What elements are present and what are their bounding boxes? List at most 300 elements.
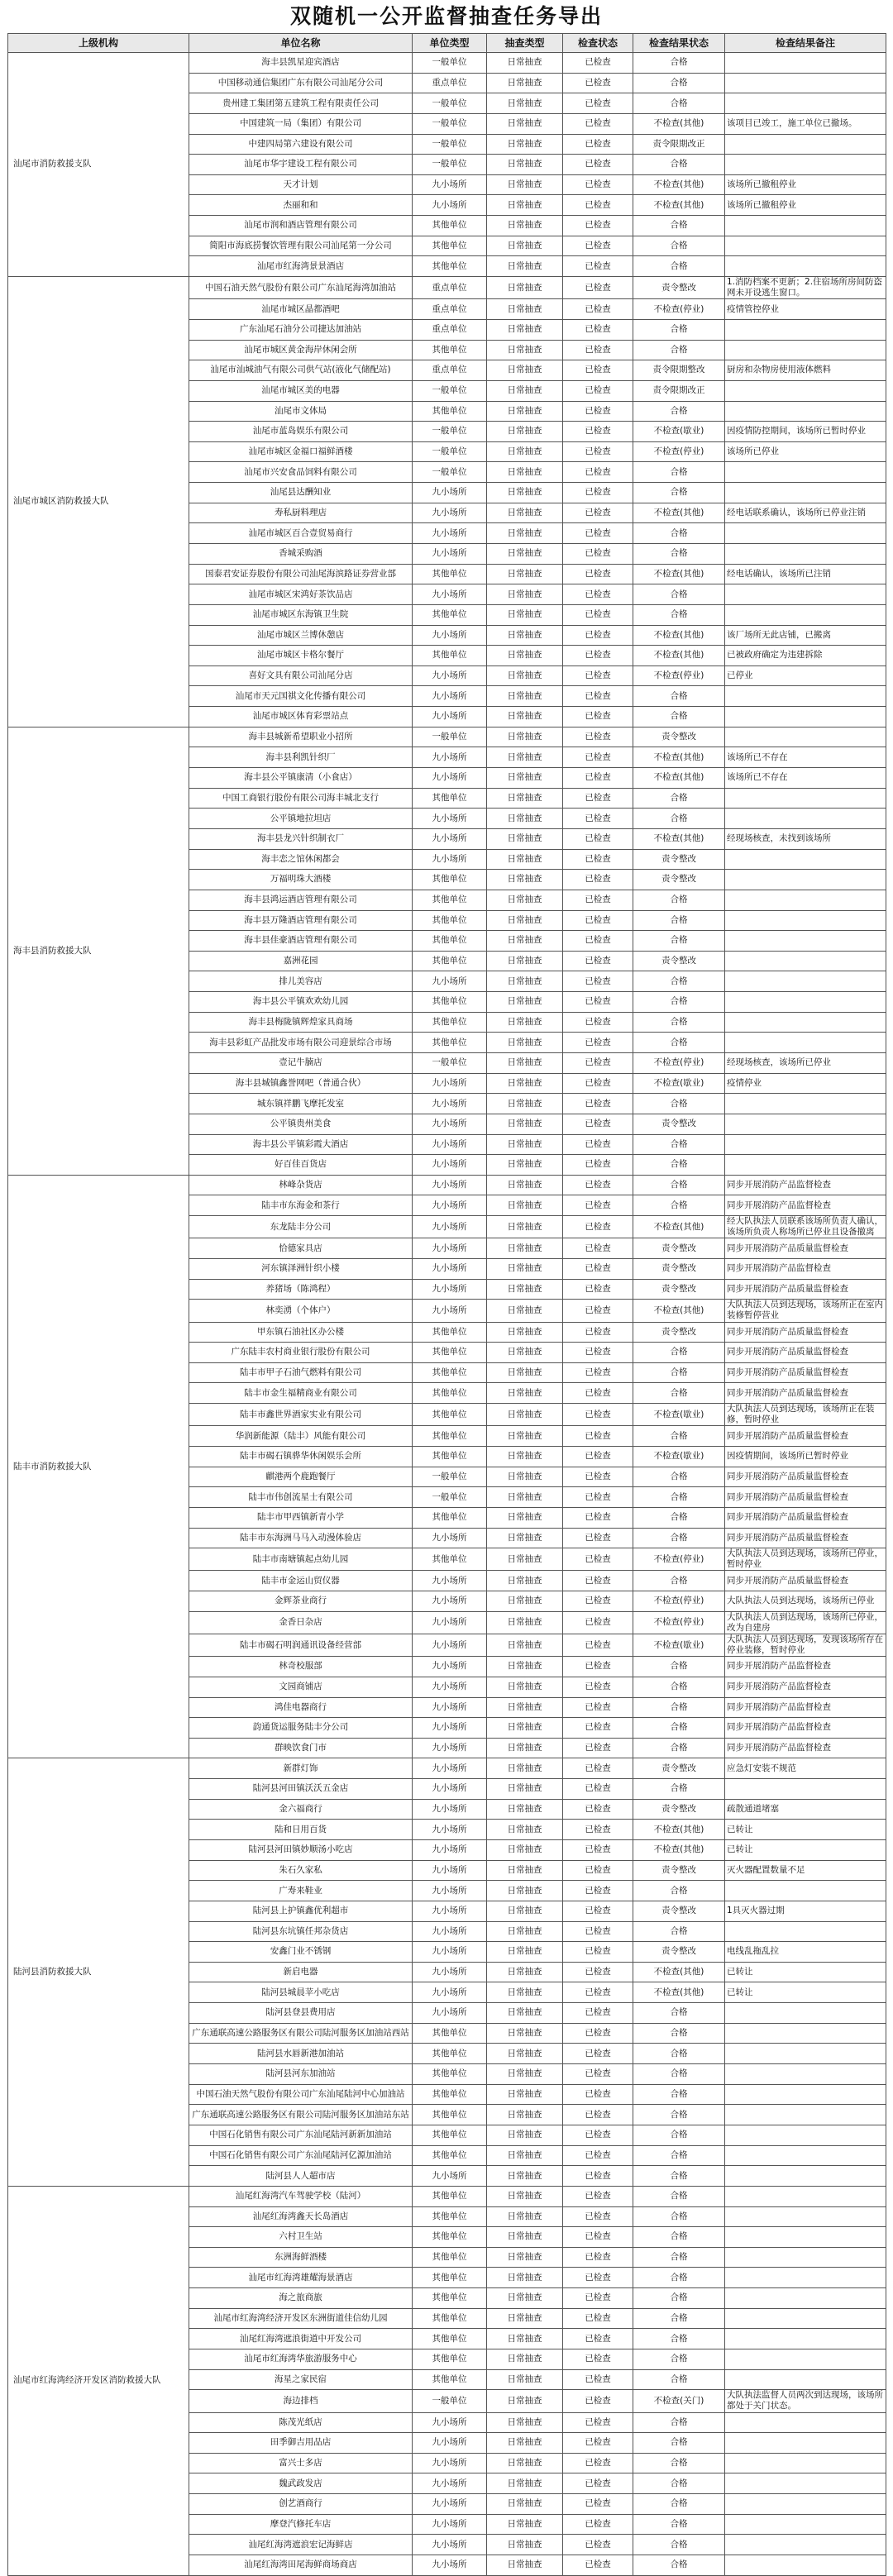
cell-unit-name: 海之旅商旅 bbox=[189, 2288, 413, 2309]
cell-unit-name: 简阳市海底捞餐饮管理有限公司汕尾第一分公司 bbox=[189, 236, 413, 256]
cell-check-status: 已检查 bbox=[563, 1216, 633, 1238]
cell-check-status: 已检查 bbox=[563, 299, 633, 320]
cell-unit-name: 汕尾市红海湾景景酒店 bbox=[189, 256, 413, 277]
cell-result-note: 同步开展消防产品监督检查 bbox=[725, 1718, 886, 1739]
cell-unit-type: 其他单位 bbox=[413, 788, 487, 809]
cell-check-status: 已检查 bbox=[563, 2206, 633, 2227]
cell-check-status: 已检查 bbox=[563, 625, 633, 646]
cell-unit-name: 海丰县城镇鑫誉网吧（普通合伙） bbox=[189, 1073, 413, 1094]
cell-org: 陆河县消防救援大队 bbox=[8, 1758, 189, 2186]
cell-check-type: 日常抽查 bbox=[487, 1300, 563, 1322]
col-header-org: 上级机构 bbox=[8, 34, 189, 53]
cell-unit-name: 中国石油天然气股份有限公司广东汕尾陆河中心加油站 bbox=[189, 2084, 413, 2105]
cell-result-status: 不检查(其他) bbox=[633, 646, 725, 666]
cell-check-type: 日常抽查 bbox=[487, 1962, 563, 1982]
cell-result-status: 合格 bbox=[633, 73, 725, 93]
cell-result-note bbox=[725, 155, 886, 175]
cell-unit-name: 新群灯饰 bbox=[189, 1758, 413, 1779]
cell-unit-name: 文园商铺店 bbox=[189, 1677, 413, 1697]
cell-unit-type: 九小场所 bbox=[413, 1942, 487, 1963]
cell-check-type: 日常抽查 bbox=[487, 1195, 563, 1216]
cell-unit-name: 汕尾市城区百合壹贸易商行 bbox=[189, 523, 413, 544]
cell-result-note bbox=[725, 890, 886, 910]
cell-check-type: 日常抽查 bbox=[487, 1426, 563, 1447]
cell-check-type: 日常抽查 bbox=[487, 828, 563, 849]
cell-unit-type: 其他单位 bbox=[413, 1548, 487, 1571]
cell-org: 汕尾市消防救援支队 bbox=[8, 53, 189, 277]
cell-unit-type: 九小场所 bbox=[413, 1634, 487, 1656]
cell-result-note: 疏散通道堵塞 bbox=[725, 1799, 886, 1820]
cell-check-type: 日常抽查 bbox=[487, 360, 563, 381]
cell-unit-type: 九小场所 bbox=[413, 1840, 487, 1861]
cell-check-status: 已检查 bbox=[563, 727, 633, 747]
cell-result-note bbox=[725, 809, 886, 829]
cell-check-type: 日常抽查 bbox=[487, 2412, 563, 2433]
cell-result-status: 合格 bbox=[633, 2064, 725, 2085]
cell-check-type: 日常抽查 bbox=[487, 1507, 563, 1528]
cell-result-note bbox=[725, 2494, 886, 2515]
cell-unit-name: 摩登汽修托车店 bbox=[189, 2514, 413, 2535]
cell-unit-type: 其他单位 bbox=[413, 2064, 487, 2085]
cell-unit-name: 陆河县河东加油站 bbox=[189, 2064, 413, 2085]
cell-unit-type: 九小场所 bbox=[413, 1779, 487, 1800]
cell-unit-type: 九小场所 bbox=[413, 1528, 487, 1548]
cell-unit-type: 九小场所 bbox=[413, 1300, 487, 1322]
cell-check-type: 日常抽查 bbox=[487, 1881, 563, 1901]
cell-unit-name: 陆河县水唇新港加油站 bbox=[189, 2044, 413, 2064]
cell-unit-type: 其他单位 bbox=[413, 2206, 487, 2227]
cell-result-status: 不检查(停业) bbox=[633, 665, 725, 686]
cell-check-type: 日常抽查 bbox=[487, 707, 563, 727]
cell-unit-name: 陆丰市伟创流星士有限公司 bbox=[189, 1487, 413, 1508]
cell-check-type: 日常抽查 bbox=[487, 584, 563, 605]
cell-result-status: 不检查(其他) bbox=[633, 503, 725, 523]
cell-check-status: 已检查 bbox=[563, 1426, 633, 1447]
cell-check-status: 已检查 bbox=[563, 2412, 633, 2433]
cell-unit-type: 九小场所 bbox=[413, 1921, 487, 1942]
cell-result-note: 经大队执法人员联系该场所负责人确认，该场所负责人称场所已停业且设备撤离 bbox=[725, 1216, 886, 1238]
cell-result-status: 责令限期改正 bbox=[633, 380, 725, 401]
cell-unit-type: 九小场所 bbox=[413, 1094, 487, 1114]
cell-check-type: 日常抽查 bbox=[487, 1982, 563, 2003]
cell-result-status: 不检查(其他) bbox=[633, 195, 725, 216]
cell-check-type: 日常抽查 bbox=[487, 319, 563, 340]
cell-result-note bbox=[725, 2105, 886, 2125]
cell-unit-type: 九小场所 bbox=[413, 665, 487, 686]
cell-check-status: 已检查 bbox=[563, 380, 633, 401]
table-row bbox=[8, 1175, 886, 1195]
cell-check-type: 日常抽查 bbox=[487, 2084, 563, 2105]
cell-check-status: 已检查 bbox=[563, 2145, 633, 2166]
cell-result-status: 合格 bbox=[633, 216, 725, 236]
cell-result-note: 经现场核查，未找到该场所 bbox=[725, 828, 886, 849]
cell-check-type: 日常抽查 bbox=[487, 2206, 563, 2227]
cell-check-status: 已检查 bbox=[563, 2064, 633, 2085]
cell-unit-name: 恰德家具店 bbox=[189, 1238, 413, 1259]
cell-check-status: 已检查 bbox=[563, 768, 633, 789]
cell-unit-name: 喜好文具有限公司汕尾分店 bbox=[189, 665, 413, 686]
cell-check-status: 已检查 bbox=[563, 1779, 633, 1800]
cell-check-type: 日常抽查 bbox=[487, 1657, 563, 1677]
cell-check-type: 日常抽查 bbox=[487, 483, 563, 503]
cell-result-status: 合格 bbox=[633, 1507, 725, 1528]
cell-unit-type: 九小场所 bbox=[413, 2003, 487, 2024]
cell-result-status: 合格 bbox=[633, 401, 725, 422]
cell-result-note bbox=[725, 2268, 886, 2288]
cell-check-status: 已检查 bbox=[563, 277, 633, 299]
cell-check-status: 已检查 bbox=[563, 483, 633, 503]
cell-result-note: 电线乱拖乱拉 bbox=[725, 1942, 886, 1963]
cell-result-note bbox=[725, 483, 886, 503]
cell-check-type: 日常抽查 bbox=[487, 2349, 563, 2370]
cell-unit-name: 海丰县公平镇欢欢幼儿园 bbox=[189, 992, 413, 1013]
cell-check-type: 日常抽查 bbox=[487, 2433, 563, 2454]
cell-unit-type: 九小场所 bbox=[413, 1073, 487, 1094]
cell-unit-type: 重点单位 bbox=[413, 277, 487, 299]
cell-check-status: 已检查 bbox=[563, 1155, 633, 1176]
cell-unit-type: 其他单位 bbox=[413, 1507, 487, 1528]
cell-check-status: 已检查 bbox=[563, 1921, 633, 1942]
cell-unit-type: 九小场所 bbox=[413, 2473, 487, 2494]
cell-unit-type: 其他单位 bbox=[413, 2268, 487, 2288]
cell-result-status: 不检查(歇业) bbox=[633, 1073, 725, 1094]
cell-check-status: 已检查 bbox=[563, 93, 633, 114]
cell-result-status: 责令整改 bbox=[633, 1238, 725, 1259]
cell-result-note: 同步开展消防产品监督检查 bbox=[725, 1738, 886, 1758]
cell-check-status: 已检查 bbox=[563, 2514, 633, 2535]
cell-result-status: 不检查(其他) bbox=[633, 113, 725, 134]
cell-check-type: 日常抽查 bbox=[487, 216, 563, 236]
cell-result-note bbox=[725, 236, 886, 256]
cell-result-status: 合格 bbox=[633, 319, 725, 340]
cell-unit-type: 其他单位 bbox=[413, 2044, 487, 2064]
cell-check-status: 已检查 bbox=[563, 360, 633, 381]
cell-check-type: 日常抽查 bbox=[487, 971, 563, 992]
cell-check-type: 日常抽查 bbox=[487, 1238, 563, 1259]
cell-check-type: 日常抽查 bbox=[487, 1175, 563, 1195]
cell-result-status: 合格 bbox=[633, 1383, 725, 1404]
cell-check-type: 日常抽查 bbox=[487, 747, 563, 768]
cell-result-status: 合格 bbox=[633, 2308, 725, 2329]
cell-check-type: 日常抽查 bbox=[487, 1216, 563, 1238]
cell-check-status: 已检查 bbox=[563, 665, 633, 686]
cell-result-status: 合格 bbox=[633, 1012, 725, 1033]
cell-result-status: 合格 bbox=[633, 2349, 725, 2370]
col-header-result-status: 检查结果状态 bbox=[633, 34, 725, 53]
cell-result-note: 该场所已不存在 bbox=[725, 768, 886, 789]
cell-check-type: 日常抽查 bbox=[487, 564, 563, 584]
cell-result-note bbox=[725, 1779, 886, 1800]
cell-check-status: 已检查 bbox=[563, 951, 633, 971]
cell-unit-name: 国泰君安证券股份有限公司汕尾海滨路证券营业部 bbox=[189, 564, 413, 584]
cell-unit-type: 九小场所 bbox=[413, 2453, 487, 2473]
cell-unit-name: 广东通联高速公路服务区有限公司陆河服务区加油站东站 bbox=[189, 2105, 413, 2125]
cell-result-note: 因疫情防控期间，该场所已暂时停业 bbox=[725, 422, 886, 442]
cell-result-note bbox=[725, 971, 886, 992]
cell-check-status: 已检查 bbox=[563, 2084, 633, 2105]
cell-result-status: 合格 bbox=[633, 1155, 725, 1176]
cell-result-note bbox=[725, 2453, 886, 2473]
cell-check-type: 日常抽查 bbox=[487, 768, 563, 789]
cell-result-note: 大队执法人员到达现场，发现该场所存在停业装修，暂时停业 bbox=[725, 1634, 886, 1656]
cell-unit-name: 公平镇地拉坦店 bbox=[189, 809, 413, 829]
page-title: 双随机一公开监督抽查任务导出 bbox=[289, 4, 603, 28]
table-row bbox=[8, 2186, 886, 2206]
cell-check-status: 已检查 bbox=[563, 1738, 633, 1758]
cell-check-status: 已检查 bbox=[563, 809, 633, 829]
cell-check-type: 日常抽查 bbox=[487, 870, 563, 890]
cell-result-note bbox=[725, 2288, 886, 2309]
cell-unit-name: 海丰县梅陇镇辉煌家具商场 bbox=[189, 1012, 413, 1033]
cell-unit-type: 其他单位 bbox=[413, 910, 487, 931]
cell-unit-name: 魏武政发店 bbox=[189, 2473, 413, 2494]
cell-unit-name: 陆河县人人超市店 bbox=[189, 2166, 413, 2187]
cell-check-type: 日常抽查 bbox=[487, 1591, 563, 1612]
cell-result-status: 合格 bbox=[633, 2084, 725, 2105]
cell-result-status: 不检查(其他) bbox=[633, 1216, 725, 1238]
cell-unit-name: 海星之家民宿 bbox=[189, 2369, 413, 2390]
cell-result-status: 合格 bbox=[633, 2473, 725, 2494]
cell-unit-type: 九小场所 bbox=[413, 2555, 487, 2576]
cell-result-status: 合格 bbox=[633, 53, 725, 74]
cell-unit-name: 陆丰市金运山贸仪器 bbox=[189, 1571, 413, 1591]
cell-check-type: 日常抽查 bbox=[487, 256, 563, 277]
cell-unit-type: 其他单位 bbox=[413, 1362, 487, 1383]
cell-check-type: 日常抽查 bbox=[487, 1697, 563, 1718]
cell-check-type: 日常抽查 bbox=[487, 2125, 563, 2145]
cell-check-type: 日常抽查 bbox=[487, 809, 563, 829]
cell-unit-type: 一般单位 bbox=[413, 441, 487, 462]
cell-check-type: 日常抽查 bbox=[487, 1571, 563, 1591]
cell-result-note: 该场所已停业 bbox=[725, 441, 886, 462]
cell-unit-name: 海丰县彩虹产品批发市场有限公司迎景综合市场 bbox=[189, 1033, 413, 1053]
cell-result-note bbox=[725, 1921, 886, 1942]
cell-unit-name: 富兴士多店 bbox=[189, 2453, 413, 2473]
cell-unit-type: 其他单位 bbox=[413, 951, 487, 971]
col-header-check-type: 抽查类型 bbox=[487, 34, 563, 53]
cell-result-status: 不检查(其他) bbox=[633, 747, 725, 768]
cell-unit-name: 陆河县东坑镇任邦杂货店 bbox=[189, 1921, 413, 1942]
cell-result-status: 责令整改 bbox=[633, 1758, 725, 1779]
cell-check-status: 已检查 bbox=[563, 523, 633, 544]
cell-unit-name: 汕尾市城区东海镇卫生院 bbox=[189, 604, 413, 625]
cell-check-type: 日常抽查 bbox=[487, 727, 563, 747]
cell-result-note bbox=[725, 2003, 886, 2024]
cell-result-note: 厨房和杂物房使用液体燃料 bbox=[725, 360, 886, 381]
cell-unit-name: 汕尾市城区黄金海岸休闲会所 bbox=[189, 340, 413, 360]
cell-result-note bbox=[725, 2084, 886, 2105]
cell-unit-type: 一般单位 bbox=[413, 727, 487, 747]
cell-result-note: 疫情停业 bbox=[725, 1073, 886, 1094]
cell-result-status: 合格 bbox=[633, 543, 725, 564]
cell-result-note bbox=[725, 727, 886, 747]
cell-unit-type: 九小场所 bbox=[413, 747, 487, 768]
cell-unit-name: 海丰县利凯针织厂 bbox=[189, 747, 413, 768]
cell-check-type: 日常抽查 bbox=[487, 1094, 563, 1114]
cell-unit-type: 九小场所 bbox=[413, 1799, 487, 1820]
cell-check-status: 已检查 bbox=[563, 422, 633, 442]
cell-result-note: 同步开展消防产品质量监督检查 bbox=[725, 1571, 886, 1591]
cell-unit-type: 九小场所 bbox=[413, 1591, 487, 1612]
cell-check-type: 日常抽查 bbox=[487, 462, 563, 483]
cell-result-status: 合格 bbox=[633, 2227, 725, 2248]
cell-result-status: 合格 bbox=[633, 2433, 725, 2454]
cell-check-status: 已检查 bbox=[563, 890, 633, 910]
cell-check-status: 已检查 bbox=[563, 910, 633, 931]
cell-unit-name: 汕尾市文体局 bbox=[189, 401, 413, 422]
cell-check-type: 日常抽查 bbox=[487, 1487, 563, 1508]
cell-result-note bbox=[725, 2349, 886, 2370]
cell-check-type: 日常抽查 bbox=[487, 523, 563, 544]
cell-unit-type: 九小场所 bbox=[413, 1279, 487, 1300]
cell-unit-type: 九小场所 bbox=[413, 828, 487, 849]
cell-check-type: 日常抽查 bbox=[487, 401, 563, 422]
cell-unit-type: 其他单位 bbox=[413, 256, 487, 277]
cell-unit-name: 陆丰市东海金和茶行 bbox=[189, 1195, 413, 1216]
cell-result-status: 合格 bbox=[633, 2023, 725, 2044]
cell-check-type: 日常抽查 bbox=[487, 1073, 563, 1094]
cell-unit-name: 汕尾市红海湾雄耀海景酒店 bbox=[189, 2268, 413, 2288]
cell-unit-type: 其他单位 bbox=[413, 1404, 487, 1426]
cell-result-note bbox=[725, 584, 886, 605]
cell-unit-type: 其他单位 bbox=[413, 2288, 487, 2309]
cell-result-note bbox=[725, 53, 886, 74]
cell-check-type: 日常抽查 bbox=[487, 2288, 563, 2309]
cell-check-type: 日常抽查 bbox=[487, 2186, 563, 2206]
cell-result-status: 责令限期改正 bbox=[633, 134, 725, 155]
cell-unit-type: 九小场所 bbox=[413, 1982, 487, 2003]
cell-unit-type: 其他单位 bbox=[413, 2349, 487, 2370]
cell-check-status: 已检查 bbox=[563, 2433, 633, 2454]
cell-unit-type: 其他单位 bbox=[413, 1033, 487, 1053]
cell-org: 海丰县消防救援大队 bbox=[8, 727, 189, 1175]
cell-result-status: 合格 bbox=[633, 1195, 725, 1216]
cell-unit-type: 九小场所 bbox=[413, 1134, 487, 1155]
cell-result-note bbox=[725, 992, 886, 1013]
cell-result-note: 同步开展消防产品质量监督检查 bbox=[725, 1487, 886, 1508]
cell-result-note: 同步开展消防产品质量监督检查 bbox=[725, 1467, 886, 1487]
table-row bbox=[8, 53, 886, 74]
cell-check-type: 日常抽查 bbox=[487, 1343, 563, 1363]
cell-result-note: 同步开展消防产品监督检查 bbox=[725, 1657, 886, 1677]
cell-result-status: 合格 bbox=[633, 2145, 725, 2166]
cell-result-note bbox=[725, 2023, 886, 2044]
cell-result-status: 不检查(其他) bbox=[633, 1982, 725, 2003]
cell-check-type: 日常抽查 bbox=[487, 1467, 563, 1487]
cell-result-note: 同步开展消防产品监督检查 bbox=[725, 1677, 886, 1697]
cell-result-note bbox=[725, 1155, 886, 1176]
cell-unit-name: 万福明珠大酒楼 bbox=[189, 870, 413, 890]
cell-result-note: 同步开展消防产品质量监督检查 bbox=[725, 1322, 886, 1343]
cell-unit-type: 九小场所 bbox=[413, 523, 487, 544]
cell-check-status: 已检查 bbox=[563, 2473, 633, 2494]
cell-check-status: 已检查 bbox=[563, 1528, 633, 1548]
cell-unit-name: 汕尾市华宇建设工程有限公司 bbox=[189, 155, 413, 175]
cell-result-status: 合格 bbox=[633, 2514, 725, 2535]
cell-result-status: 责令整改 bbox=[633, 1322, 725, 1343]
cell-result-status: 不检查(停业) bbox=[633, 1611, 725, 1634]
cell-result-status: 合格 bbox=[633, 2329, 725, 2349]
cell-result-status: 合格 bbox=[633, 2105, 725, 2125]
cell-unit-name: 林奕湧（个体户） bbox=[189, 1300, 413, 1322]
cell-result-status: 不检查(其他) bbox=[633, 174, 725, 195]
cell-check-type: 日常抽查 bbox=[487, 1901, 563, 1921]
cell-result-status: 不检查(停业) bbox=[633, 1053, 725, 1074]
cell-unit-name: 汕尾市城区兰博休憩店 bbox=[189, 625, 413, 646]
cell-check-type: 日常抽查 bbox=[487, 1134, 563, 1155]
cell-unit-name: 汕尾红海湾遮浪宏记海鲜店 bbox=[189, 2535, 413, 2555]
cell-unit-name: 海丰县鸿运酒店管理有限公司 bbox=[189, 890, 413, 910]
cell-result-note bbox=[725, 2433, 886, 2454]
cell-unit-type: 一般单位 bbox=[413, 462, 487, 483]
cell-unit-type: 九小场所 bbox=[413, 1758, 487, 1779]
cell-unit-name: 甲东镇石油社区办公楼 bbox=[189, 1322, 413, 1343]
cell-result-status: 合格 bbox=[633, 604, 725, 625]
cell-result-status: 责令整改 bbox=[633, 1901, 725, 1921]
cell-result-note: 经现场核查，该场所已停业 bbox=[725, 1053, 886, 1074]
cell-result-status: 责令限期整改 bbox=[633, 360, 725, 381]
inspection-table bbox=[7, 33, 886, 2576]
cell-result-note: 灭火器配置数量不足 bbox=[725, 1860, 886, 1881]
cell-check-status: 已检查 bbox=[563, 1343, 633, 1363]
cell-check-status: 已检查 bbox=[563, 1611, 633, 1634]
table-row bbox=[8, 277, 886, 299]
cell-check-status: 已检查 bbox=[563, 1073, 633, 1094]
cell-result-status: 合格 bbox=[633, 2247, 725, 2268]
cell-check-status: 已检查 bbox=[563, 686, 633, 707]
cell-unit-name: 陆和日用百货 bbox=[189, 1820, 413, 1840]
cell-check-status: 已检查 bbox=[563, 1238, 633, 1259]
cell-unit-name: 汕尾市城区体育彩票站点 bbox=[189, 707, 413, 727]
cell-unit-type: 其他单位 bbox=[413, 2023, 487, 2044]
cell-check-type: 日常抽查 bbox=[487, 2166, 563, 2187]
cell-check-status: 已检查 bbox=[563, 1820, 633, 1840]
cell-result-status: 合格 bbox=[633, 462, 725, 483]
cell-unit-name: 金六福商行 bbox=[189, 1799, 413, 1820]
cell-unit-type: 九小场所 bbox=[413, 2433, 487, 2454]
cell-result-note bbox=[725, 1134, 886, 1155]
cell-check-type: 日常抽查 bbox=[487, 134, 563, 155]
cell-result-note: 同步开展消防产品质量监督检查 bbox=[725, 1507, 886, 1528]
cell-result-status: 合格 bbox=[633, 1738, 725, 1758]
cell-result-note: 同步开展消防产品监督检查 bbox=[725, 1697, 886, 1718]
cell-unit-name: 海丰县龙兴针织制衣厂 bbox=[189, 828, 413, 849]
cell-check-type: 日常抽查 bbox=[487, 1860, 563, 1881]
cell-unit-name: 中国移动通信集团广东有限公司汕尾分公司 bbox=[189, 73, 413, 93]
cell-result-note bbox=[725, 2369, 886, 2390]
cell-check-type: 日常抽查 bbox=[487, 2535, 563, 2555]
cell-check-type: 日常抽查 bbox=[487, 1279, 563, 1300]
cell-result-status: 合格 bbox=[633, 2044, 725, 2064]
cell-result-status: 不检查(关门) bbox=[633, 2390, 725, 2412]
cell-check-type: 日常抽查 bbox=[487, 340, 563, 360]
cell-result-status: 责令整改 bbox=[633, 1259, 725, 1280]
cell-result-note: 该场所已不存在 bbox=[725, 747, 886, 768]
cell-check-status: 已检查 bbox=[563, 1591, 633, 1612]
cell-check-status: 已检查 bbox=[563, 462, 633, 483]
cell-result-status: 合格 bbox=[633, 2125, 725, 2145]
cell-org: 陆丰市消防救援大队 bbox=[8, 1175, 189, 1758]
cell-check-status: 已检查 bbox=[563, 319, 633, 340]
cell-check-status: 已检查 bbox=[563, 216, 633, 236]
cell-result-status: 合格 bbox=[633, 1033, 725, 1053]
cell-result-note bbox=[725, 2125, 886, 2145]
cell-check-status: 已检查 bbox=[563, 195, 633, 216]
cell-result-status: 合格 bbox=[633, 1175, 725, 1195]
cell-result-status: 合格 bbox=[633, 584, 725, 605]
cell-result-note: 已转让 bbox=[725, 1982, 886, 2003]
cell-check-status: 已检查 bbox=[563, 2125, 633, 2145]
